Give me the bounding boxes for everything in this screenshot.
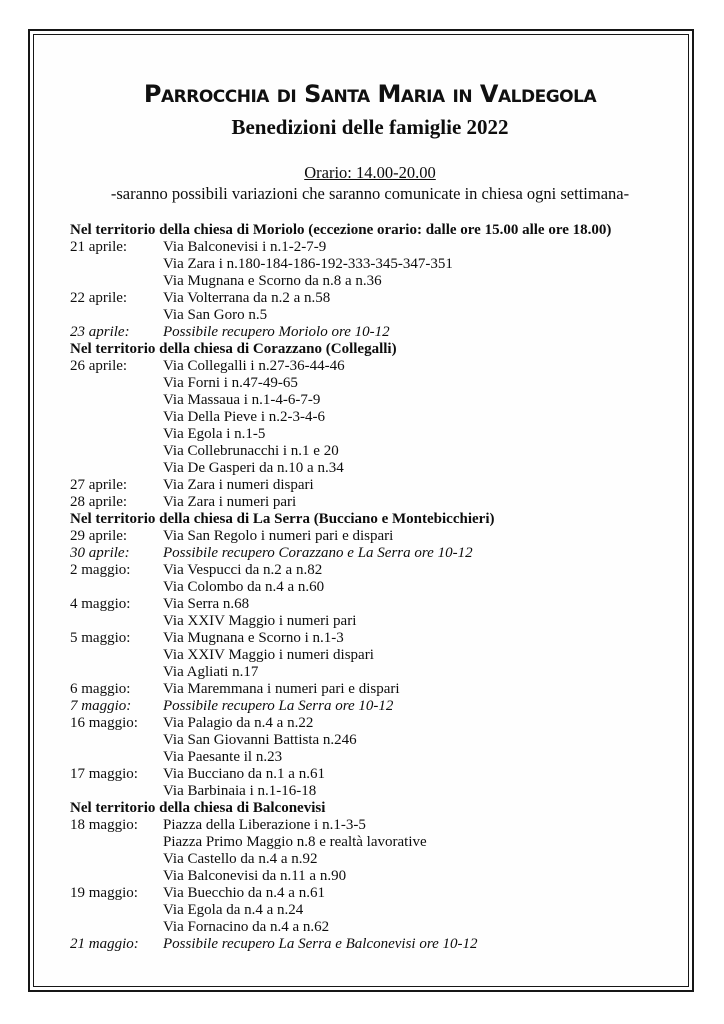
row-text: Via XXIV Maggio i numeri pari [163, 613, 357, 629]
row-date [70, 783, 163, 800]
schedule-row [70, 749, 670, 766]
row-date: 27 aprile: [70, 477, 128, 493]
row-text: Via Barbinaia i n.1-16-18 [163, 783, 317, 799]
schedule-row [70, 528, 670, 545]
section-header: Nel territorio della chiesa di La Serra (Bucciano e Montebicchieri) [70, 511, 495, 527]
schedule-row [70, 664, 670, 681]
row-date: 7 maggio: [70, 698, 132, 714]
row-text: Via Collegalli i n.27-36-44-46 [163, 358, 345, 374]
section-header: Nel territorio della chiesa di Balconevisi [70, 800, 326, 816]
schedule-row [70, 868, 670, 885]
row-date [70, 834, 163, 851]
row-text: Possibile recupero Moriolo ore 10-12 [163, 324, 390, 340]
row-date: 4 maggio: [70, 596, 131, 612]
row-date [70, 375, 163, 392]
row-text: Possibile recupero Corazzano e La Serra ore 10-12 [163, 545, 473, 561]
row-text: Via Forni i n.47-49-65 [163, 375, 298, 391]
row-text: Via San Regolo i numeri pari e dispari [163, 528, 394, 544]
schedule-row [70, 783, 670, 800]
row-text: Piazza della Liberazione i n.1-3-5 [163, 817, 366, 833]
row-text: Via Fornacino da n.4 a n.62 [163, 919, 330, 935]
row-text: Via Volterrana da n.2 a n.58 [163, 290, 331, 306]
row-date: 16 maggio: [70, 715, 138, 731]
row-date: 19 maggio: [70, 885, 138, 901]
row-date: 17 maggio: [70, 766, 138, 782]
row-text: Via Balconevisi da n.11 a n.90 [163, 868, 347, 884]
schedule-row [70, 613, 670, 630]
schedule-row [70, 477, 670, 494]
schedule-row [70, 426, 670, 443]
row-date [70, 273, 163, 290]
row-date: 5 maggio: [70, 630, 131, 646]
row-date [70, 613, 163, 630]
row-date: 21 aprile: [70, 239, 128, 255]
row-text: Via Balconevisi i n.1-2-7-9 [163, 239, 327, 255]
row-text: Via San Giovanni Battista n.246 [163, 732, 357, 748]
row-date [70, 256, 163, 273]
row-text: Via Palagio da n.4 a n.22 [163, 715, 314, 731]
schedule-row [70, 290, 670, 307]
row-text: Via Bucciano da n.1 a n.61 [163, 766, 325, 782]
row-date: 23 aprile: [70, 324, 130, 340]
schedule-row [70, 698, 670, 715]
schedule-row [70, 681, 670, 698]
section-header: Nel territorio della chiesa di Moriolo (eccezione orario: dalle ore 15.00 alle ore 18.00) [70, 222, 612, 238]
schedule-row [70, 766, 670, 783]
schedule-row [70, 596, 670, 613]
row-text: Via Egola i n.1-5 [163, 426, 266, 442]
row-text: Via Zara i numeri dispari [163, 477, 314, 493]
row-date: 21 maggio: [70, 936, 139, 952]
row-date [70, 868, 163, 885]
schedule-row [70, 647, 670, 664]
schedule-row [70, 239, 670, 256]
row-text: Possibile recupero La Serra e Balconevisi ore 10-12 [163, 936, 478, 952]
section-header: Nel territorio della chiesa di Corazzano (Collegalli) [70, 341, 397, 357]
row-text: Via Colombo da n.4 a n.60 [163, 579, 325, 595]
schedule-row [70, 443, 670, 460]
schedule-list [70, 222, 670, 953]
row-text: Via Della Pieve i n.2-3-4-6 [163, 409, 325, 425]
variation-note: -saranno possibili variazioni che saranno comunicate in chiesa ogni settimana- [110, 184, 630, 203]
row-text: Via San Goro n.5 [163, 307, 268, 323]
row-date: 26 aprile: [70, 358, 128, 374]
schedule-row [70, 324, 670, 341]
schedule-row [70, 579, 670, 596]
row-date [70, 647, 163, 664]
row-date: 29 aprile: [70, 528, 128, 544]
row-date [70, 749, 163, 766]
row-text: Possibile recupero La Serra ore 10-12 [163, 698, 394, 714]
row-date [70, 919, 163, 936]
row-date: 28 aprile: [70, 494, 128, 510]
schedule-hours: Orario: 14.00-20.00 [304, 163, 436, 182]
page-subtitle: Benedizioni delle famiglie 2022 [231, 115, 509, 139]
schedule-row [70, 358, 670, 375]
row-text: Via Agliati n.17 [163, 664, 259, 680]
schedule-row [70, 936, 670, 953]
document-page [33, 34, 689, 987]
row-date [70, 460, 163, 477]
schedule-row [70, 545, 670, 562]
row-text: Via Vespucci da n.2 a n.82 [163, 562, 323, 578]
schedule-row [70, 562, 670, 579]
schedule-row [70, 715, 670, 732]
row-date [70, 664, 163, 681]
row-date [70, 579, 163, 596]
schedule-row [70, 817, 670, 834]
row-text: Via Paesante il n.23 [163, 749, 283, 765]
schedule-row [70, 885, 670, 902]
row-text: Via XXIV Maggio i numeri dispari [163, 647, 374, 663]
schedule-row [70, 273, 670, 290]
schedule-row [70, 460, 670, 477]
schedule-row [70, 902, 670, 919]
row-date [70, 392, 163, 409]
row-text: Via Zara i n.180-184-186-192-333-345-347-351 [163, 256, 453, 272]
row-text: Via Mugnana e Scorno i n.1-3 [163, 630, 344, 646]
row-text: Via Massaua i n.1-4-6-7-9 [163, 392, 321, 408]
row-date: 22 aprile: [70, 290, 128, 306]
row-date [70, 443, 163, 460]
row-text: Via Mugnana e Scorno da n.8 a n.36 [163, 273, 382, 289]
schedule-row [70, 630, 670, 647]
row-text: Via Egola da n.4 a n.24 [163, 902, 304, 918]
row-date [70, 409, 163, 426]
row-date [70, 426, 163, 443]
page-title: Parrocchia di Santa Maria in Valdegola [143, 80, 597, 108]
row-date: 2 maggio: [70, 562, 131, 578]
row-text: Via Castello da n.4 a n.92 [163, 851, 318, 867]
row-date [70, 307, 163, 324]
row-text: Via Buecchio da n.4 a n.61 [163, 885, 325, 901]
row-text: Via De Gasperi da n.10 a n.34 [163, 460, 344, 476]
row-date: 18 maggio: [70, 817, 138, 833]
schedule-row [70, 256, 670, 273]
row-date: 6 maggio: [70, 681, 131, 697]
schedule-row [70, 494, 670, 511]
schedule-row [70, 409, 670, 426]
row-date [70, 851, 163, 868]
schedule-row [70, 375, 670, 392]
schedule-row [70, 392, 670, 409]
row-text: Via Serra n.68 [163, 596, 250, 612]
row-text: Via Zara i numeri pari [163, 494, 297, 510]
row-date [70, 732, 163, 749]
row-date [70, 902, 163, 919]
row-text: Via Collebrunacchi i n.1 e 20 [163, 443, 339, 459]
page-border-frame [28, 29, 694, 992]
schedule-row [70, 851, 670, 868]
schedule-row [70, 307, 670, 324]
row-date: 30 aprile: [70, 545, 130, 561]
row-text: Piazza Primo Maggio n.8 e realtà lavorative [163, 834, 427, 850]
schedule-row [70, 834, 670, 851]
schedule-row [70, 919, 670, 936]
row-text: Via Maremmana i numeri pari e dispari [163, 681, 400, 697]
schedule-row [70, 732, 670, 749]
